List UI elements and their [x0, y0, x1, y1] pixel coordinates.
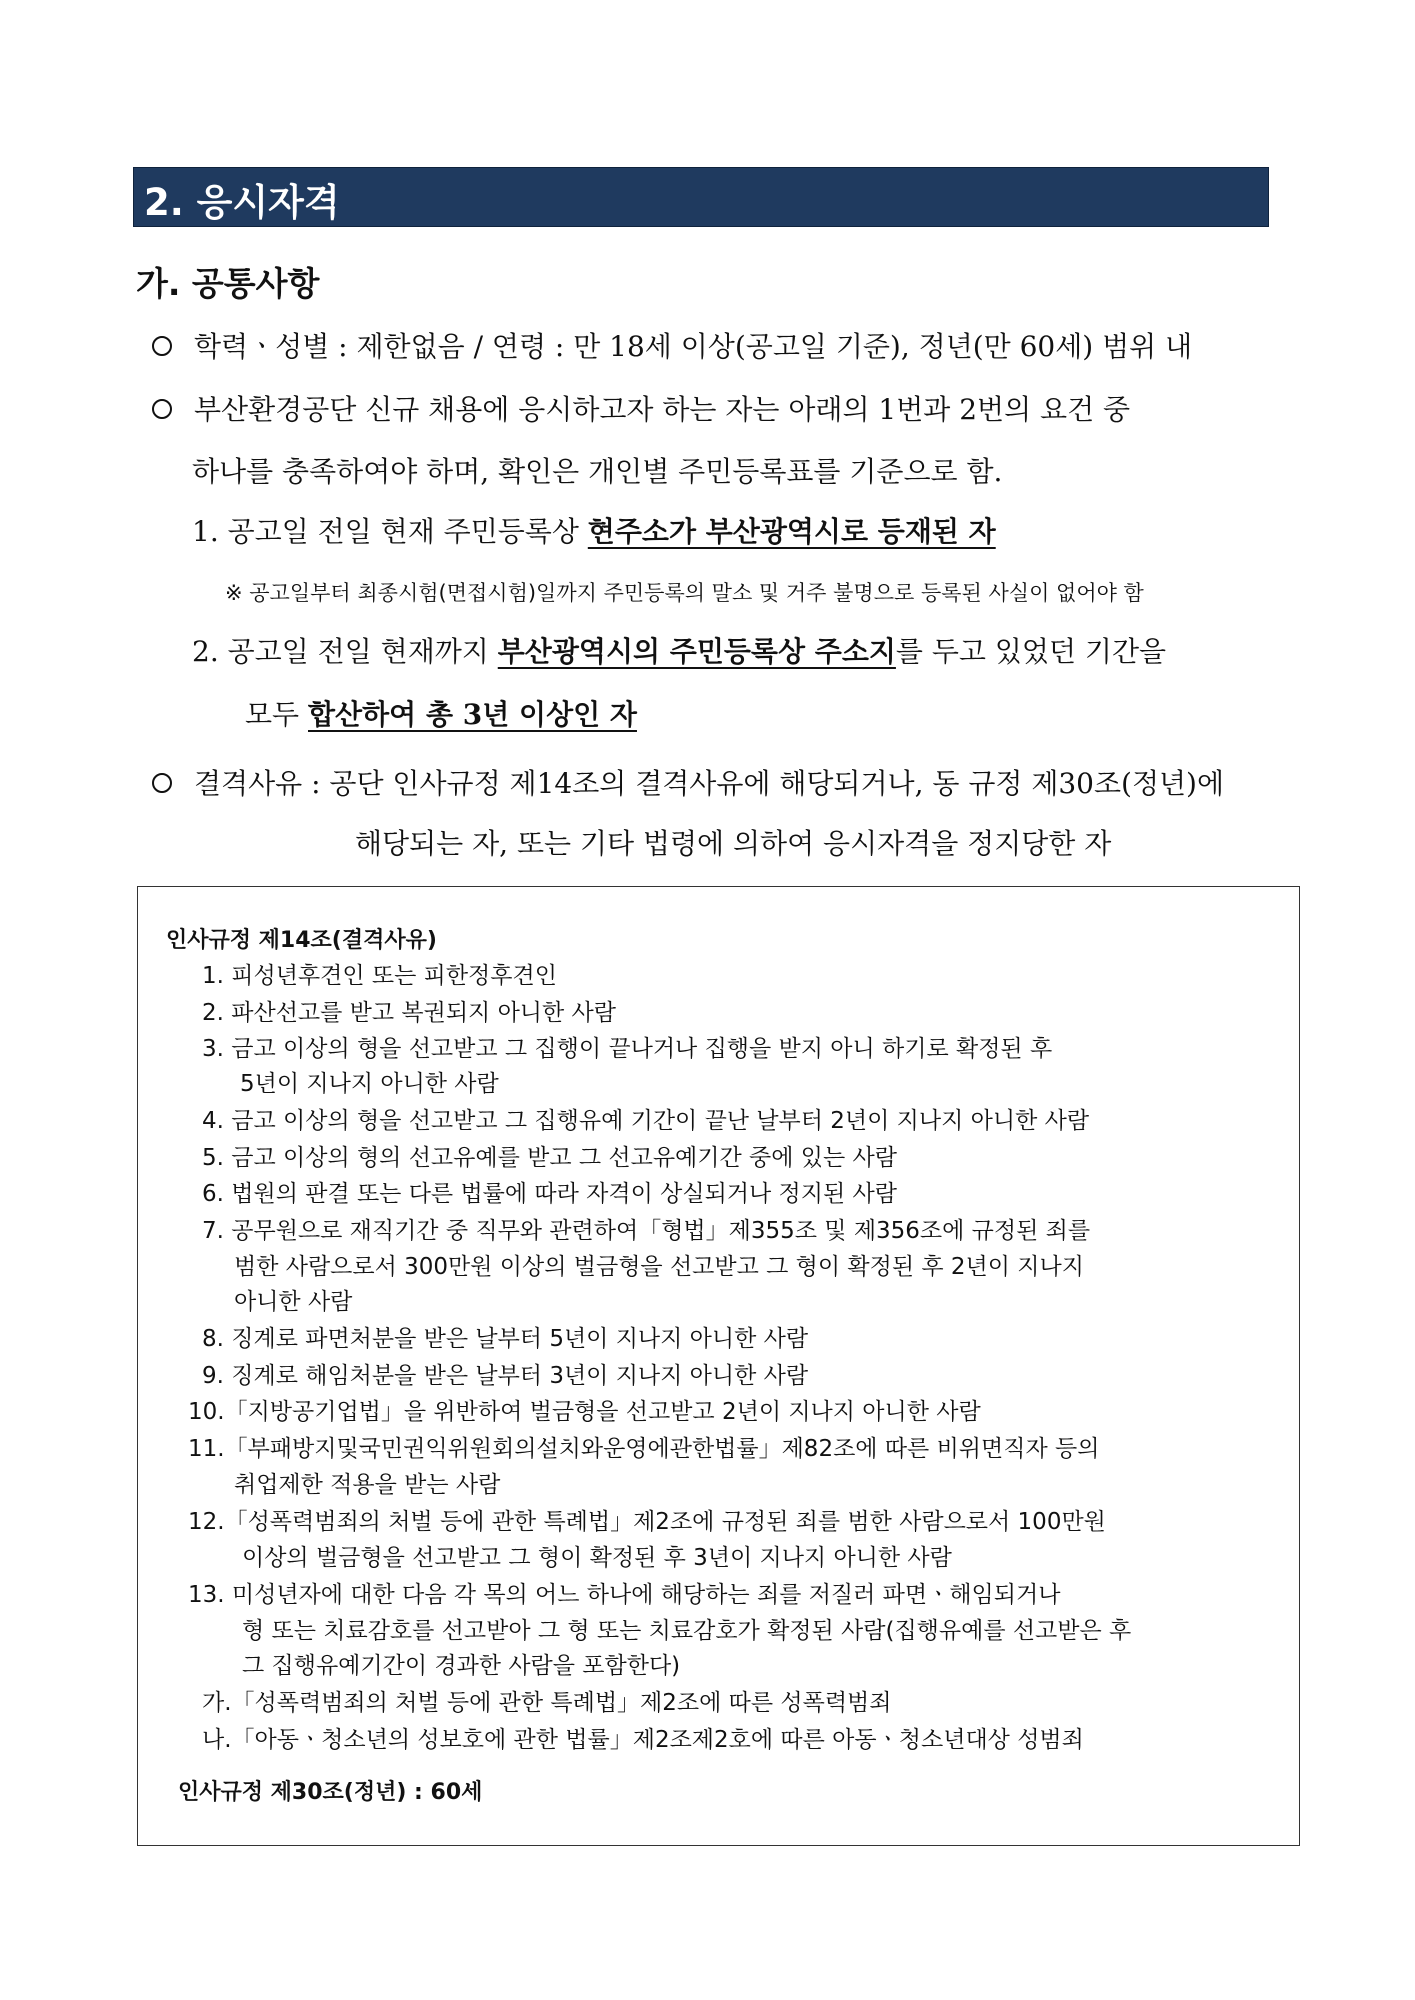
- requirement-note: ※ 공고일부터 최종시험(면접시험)일까지 주민등록의 말소 및 거주 불명으로 등록된 사실이 없어야 함: [225, 581, 1144, 605]
- requirement-item-1: 1. 공고일 전일 현재 주민등록상 현주소가 부산광역시로 등재된 자: [192, 515, 996, 548]
- regulation-item: 11.「부패방지및국민권익위원회의설치와운영에관한법률」제82조에 따른 비위면직자 등의: [188, 1436, 1100, 1462]
- regulation-item: 6. 법원의 판결 또는 다른 법률에 따라 자격이 상실되거나 정지된 사람: [202, 1181, 897, 1207]
- regulation-item: 8. 징계로 파면처분을 받은 날부터 5년이 지나지 아니한 사람: [202, 1326, 809, 1352]
- section-banner: [133, 167, 1269, 227]
- section-title: 2. 응시자격: [144, 181, 340, 224]
- regulation-item-cont: 취업제한 적용을 받는 사람: [234, 1472, 501, 1498]
- regulation-item-cont: 이상의 벌금형을 선고받고 그 형이 확정된 후 3년이 지나지 아니한 사람: [242, 1545, 952, 1571]
- regulation-item-cont: 범한 사람으로서 300만원 이상의 벌금형을 선고받고 그 형이 확정된 후 2년이 지나지: [234, 1254, 1084, 1280]
- bullet-qualification: 학력ㆍ성별 : 제한없음 / 연령 : 만 18세 이상(공고일 기준), 정년(만 60세) 범위 내: [152, 325, 1192, 365]
- regulation-item: 12.「성폭력범죄의 처벌 등에 관한 특례법」제2조에 규정된 죄를 범한 사람으로서 100만원: [188, 1509, 1106, 1535]
- circle-bullet-icon: [152, 399, 172, 419]
- regulation-item-cont: 그 집행유예기간이 경과한 사람을 포함한다): [242, 1653, 681, 1679]
- requirement-item-2: 2. 공고일 전일 현재까지 부산광역시의 주민등록상 주소지를 두고 있었던 기간을: [192, 635, 1167, 668]
- bullet-disqualification-line2: 해당되는 자, 또는 기타 법령에 의하여 응시자격을 정지당한 자: [355, 827, 1112, 860]
- regulation-item: 3. 금고 이상의 형을 선고받고 그 집행이 끝나거나 집행을 받지 아니 하기로 확정된 후: [202, 1036, 1053, 1062]
- regulation-item: 7. 공무원으로 재직기간 중 직무와 관련하여「형법」제355조 및 제356조에 규정된 죄를: [202, 1218, 1091, 1244]
- bullet-disqualification: 결격사유 : 공단 인사규정 제14조의 결격사유에 해당되거나, 동 규정 제30조(정년)에: [152, 762, 1224, 802]
- bullet-residence: 부산환경공단 신규 채용에 응시하고자 하는 자는 아래의 1번과 2번의 요건 중: [152, 388, 1130, 428]
- regulation-item: 5. 금고 이상의 형의 선고유예를 받고 그 선고유예기간 중에 있는 사람: [202, 1145, 897, 1171]
- regulation-item: 4. 금고 이상의 형을 선고받고 그 집행유예 기간이 끝난 날부터 2년이 지나지 아니한 사람: [202, 1108, 1090, 1134]
- regulation-item: 1. 피성년후견인 또는 피한정후견인: [202, 963, 557, 989]
- regulation-item-cont: 아니한 사람: [234, 1289, 353, 1315]
- regulation-item: 10.「지방공기업법」을 위반하여 벌금형을 선고받고 2년이 지나지 아니한 사람: [188, 1399, 981, 1425]
- regulation-item: 13. 미성년자에 대한 다음 각 목의 어느 하나에 해당하는 죄를 저질러 파면ㆍ해임되거나: [188, 1582, 1061, 1608]
- circle-bullet-icon: [152, 336, 172, 356]
- regulation-30-heading: 인사규정 제30조(정년) : 60세: [178, 1780, 483, 1805]
- regulation-box: [137, 886, 1300, 1846]
- regulation-item-cont: 형 또는 치료감호를 선고받아 그 형 또는 치료감호가 확정된 사람(집행유예를 선고받은 후: [242, 1618, 1132, 1644]
- regulation-subitem: 나.「아동ㆍ청소년의 성보호에 관한 법률」제2조제2호에 따른 아동ㆍ청소년대상 성범죄: [202, 1727, 1084, 1753]
- regulation-subitem: 가.「성폭력범죄의 처벌 등에 관한 특례법」제2조에 따른 성폭력범죄: [202, 1690, 892, 1716]
- regulation-item: 2. 파산선고를 받고 복권되지 아니한 사람: [202, 1000, 616, 1026]
- requirement-item-2-line2: 모두 합산하여 총 3년 이상인 자: [245, 698, 637, 731]
- regulation-14-heading: 인사규정 제14조(결격사유): [166, 928, 437, 953]
- subsection-title: 가. 공통사항: [136, 264, 320, 303]
- regulation-item: 9. 징계로 해임처분을 받은 날부터 3년이 지나지 아니한 사람: [202, 1363, 809, 1389]
- regulation-item-cont: 5년이 지나지 아니한 사람: [240, 1071, 499, 1097]
- circle-bullet-icon: [152, 773, 172, 793]
- bullet-residence-line2: 하나를 충족하여야 하며, 확인은 개인별 주민등록표를 기준으로 함.: [192, 455, 1003, 488]
